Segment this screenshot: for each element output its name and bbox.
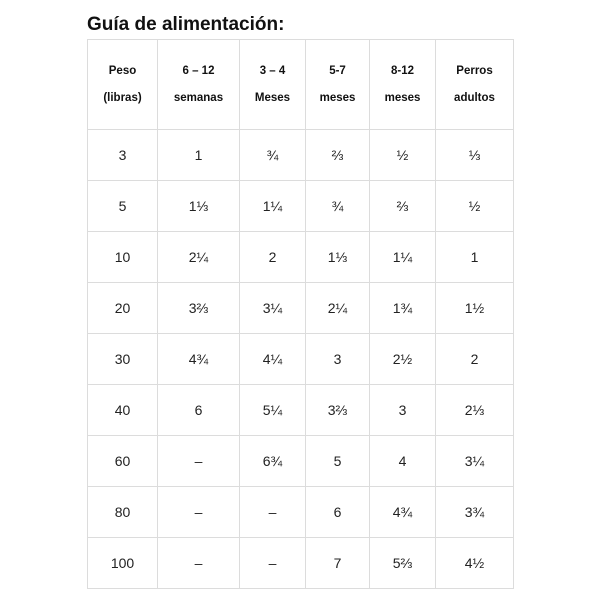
table-cell: 3⅔	[306, 385, 370, 436]
table-row	[88, 181, 514, 232]
table-cell: 6	[306, 487, 370, 538]
table-cell-weight: 60	[88, 436, 158, 487]
table-cell: 7	[306, 538, 370, 589]
header-adult-dogs	[436, 40, 514, 130]
table-cell: ⅔	[306, 130, 370, 181]
header-5-7-months-line1: 5-7	[329, 64, 346, 77]
header-3-4-months-line2: Meses	[254, 91, 291, 104]
table-cell: ⅓	[436, 130, 514, 181]
table-cell: 3¼	[436, 436, 514, 487]
table-cell: 6¾	[240, 436, 306, 487]
table-cell: 5	[306, 436, 370, 487]
table-cell: 2⅓	[436, 385, 514, 436]
table-cell-weight: 30	[88, 334, 158, 385]
header-adult-dogs-line1: Perros	[456, 64, 493, 77]
table-cell-weight: 10	[88, 232, 158, 283]
table-cell: ½	[370, 130, 436, 181]
table-cell: 3⅔	[158, 283, 240, 334]
page-title: Guía de alimentación:	[87, 14, 285, 35]
header-6-12-weeks-line2: semanas	[173, 91, 224, 104]
table-cell: 1¼	[240, 181, 306, 232]
header-weight-line1: Peso	[108, 64, 137, 77]
table-cell: 4¾	[158, 334, 240, 385]
table-row	[88, 538, 514, 589]
table-cell: 1⅓	[158, 181, 240, 232]
table-cell: 2½	[370, 334, 436, 385]
table-cell-weight: 20	[88, 283, 158, 334]
table-header	[88, 40, 514, 130]
table-cell: 2¼	[158, 232, 240, 283]
table-cell: ⅔	[370, 181, 436, 232]
table-cell: 2	[240, 232, 306, 283]
header-weight	[88, 40, 158, 130]
table-cell: 2	[436, 334, 514, 385]
table-cell: 1⅓	[306, 232, 370, 283]
table-cell: 3¾	[436, 487, 514, 538]
header-8-12-months-line1: 8-12	[390, 64, 415, 77]
header-row	[88, 40, 514, 130]
table-cell: 4½	[436, 538, 514, 589]
table-cell: –	[240, 487, 306, 538]
table-cell-weight: 100	[88, 538, 158, 589]
table-row	[88, 334, 514, 385]
table-row	[88, 232, 514, 283]
table-cell: 2¼	[306, 283, 370, 334]
header-3-4-months	[240, 40, 306, 130]
header-5-7-months-line2: meses	[319, 91, 356, 104]
table-cell: 4¼	[240, 334, 306, 385]
table-cell: 5¼	[240, 385, 306, 436]
table-cell: 1¼	[370, 232, 436, 283]
table-cell: 3¼	[240, 283, 306, 334]
header-weight-line2: (libras)	[103, 91, 142, 104]
table-cell: –	[240, 538, 306, 589]
table-cell: 3	[370, 385, 436, 436]
table-cell-weight: 3	[88, 130, 158, 181]
header-6-12-weeks	[158, 40, 240, 130]
table-cell: 5⅔	[370, 538, 436, 589]
table-cell: 4¾	[370, 487, 436, 538]
table-cell-weight: 40	[88, 385, 158, 436]
table-cell: 1	[158, 130, 240, 181]
table-cell: –	[158, 436, 240, 487]
table-cell: –	[158, 538, 240, 589]
header-8-12-months	[370, 40, 436, 130]
header-8-12-months-line2: meses	[384, 91, 421, 104]
table-row	[88, 283, 514, 334]
table-cell-weight: 80	[88, 487, 158, 538]
table-cell: ¾	[240, 130, 306, 181]
table-cell: 1¾	[370, 283, 436, 334]
table-body	[88, 130, 514, 589]
table-cell-weight: 5	[88, 181, 158, 232]
header-adult-dogs-line2: adultos	[454, 91, 495, 104]
table-cell: 3	[306, 334, 370, 385]
table-cell: 1½	[436, 283, 514, 334]
header-3-4-months-line1: 3 – 4	[259, 64, 286, 77]
table-cell: ½	[436, 181, 514, 232]
table-row	[88, 436, 514, 487]
table-cell: 1	[436, 232, 514, 283]
feeding-guide-table	[87, 39, 514, 589]
table-cell: 4	[370, 436, 436, 487]
table-cell: ¾	[306, 181, 370, 232]
table-row	[88, 130, 514, 181]
table-cell: –	[158, 487, 240, 538]
header-6-12-weeks-line1: 6 – 12	[182, 64, 215, 77]
table-row	[88, 487, 514, 538]
table-cell: 6	[158, 385, 240, 436]
table-row	[88, 385, 514, 436]
header-5-7-months	[306, 40, 370, 130]
